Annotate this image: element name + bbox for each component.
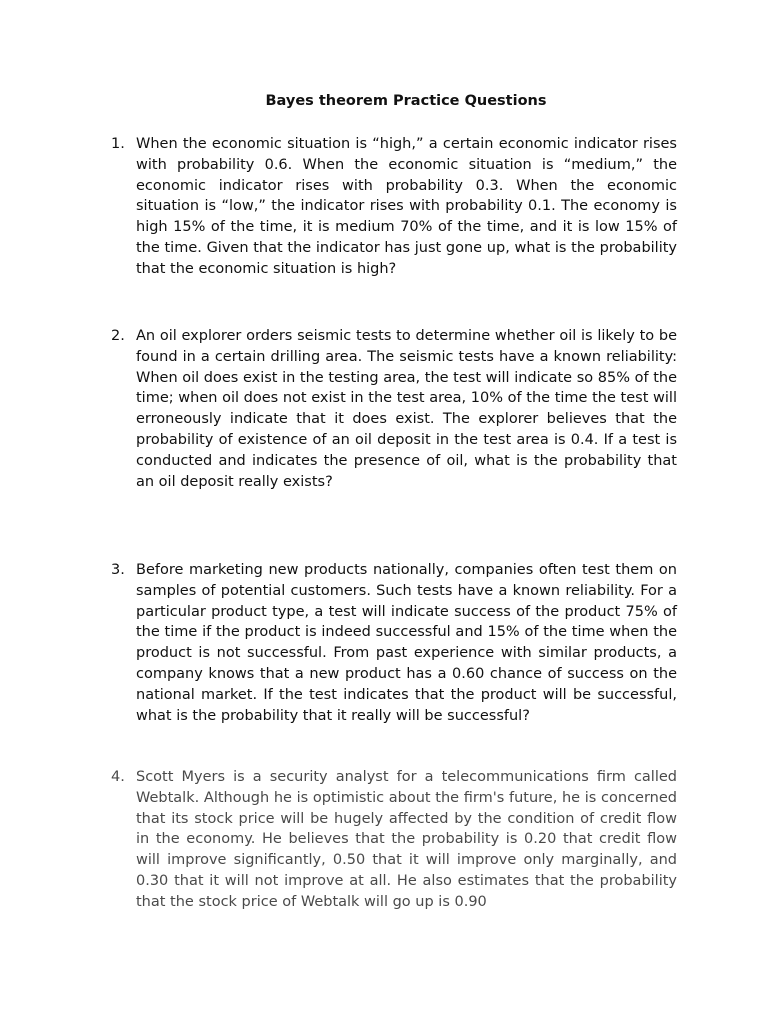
question-3 <box>111 560 677 726</box>
question-text: Scott Myers is a security analyst for a telecommunications firm called Webtalk. Although he is optimistic about the firm's future, he is concerned that its stock price will be hugely affected by the condition of credit flow in the economy. He believes that the probability is 0.20 that credit flow will improve significantly, 0.50 that it will improve only marginally, and 0.30 that it will not improve at all. He also estimates that the probability that the stock price of Webtalk will go up is 0.90 <box>136 769 677 910</box>
question-number: 3. <box>111 562 125 578</box>
question-text: When the economic situation is “high,” a certain economic indicator rises with probability 0.6. When the economic situation is “medium,” the economic indicator rises with probability 0.3. When the economic situation is “low,” the indicator rises with probability 0.1. The economy is high 15% of the time, it is medium 70% of the time, and it is low 15% of the time. Given that the indicator has just gone up, what is the probability that the economic situation is high? <box>136 136 677 277</box>
question-4 <box>111 767 677 913</box>
question-text: An oil explorer orders seismic tests to determine whether oil is likely to be found in a certain drilling area. The seismic tests have a known reliability: When oil does exist in the testing area, the test will indicate so 85% of the time; when oil does not exist in the test area, 10% of the time the test will erroneously indicate that it does exist. The explorer believes that the probability of existence of an oil deposit in the test area is 0.4. If a test is conducted and indicates the presence of oil, what is the probability that an oil deposit really exists? <box>136 328 677 490</box>
question-text: Before marketing new products nationally, companies often test them on samples of potential customers. Such tests have a known reliability. For a particular product type, a test will indicate success of the product 75% of the time if the product is indeed successful and 15% of the time when the product is not successful. From past experience with similar products, a company knows that a new product has a 0.60 chance of success on the national market. If the test indicates that the product will be successful, what is the probability that it really will be successful? <box>136 562 677 724</box>
question-1 <box>111 134 677 280</box>
question-number: 4. <box>111 769 125 785</box>
question-number: 2. <box>111 328 125 344</box>
question-number: 1. <box>111 136 125 152</box>
document-title: Bayes theorem Practice Questions <box>265 93 547 109</box>
question-2 <box>111 326 677 492</box>
